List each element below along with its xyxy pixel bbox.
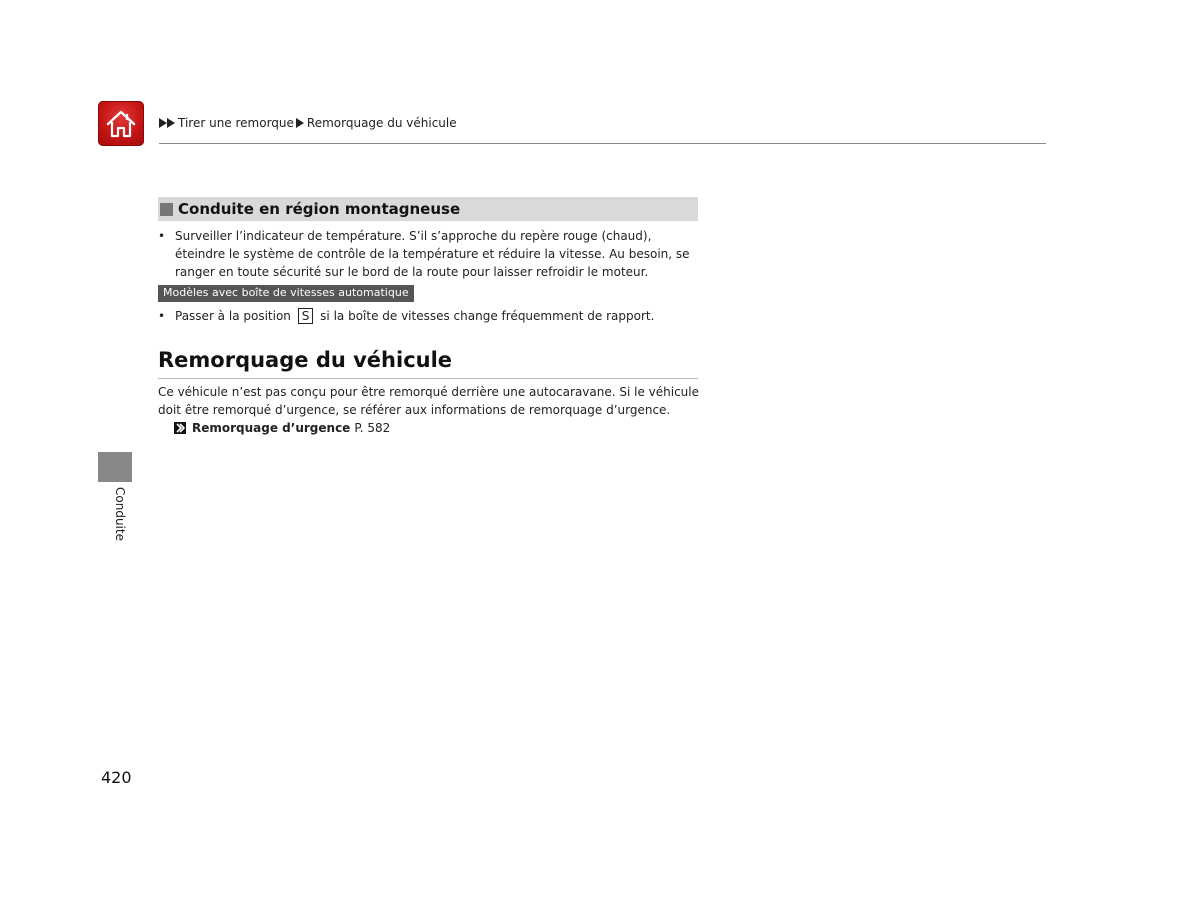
chapter-tab-label: Conduite [113, 487, 127, 541]
page-title: Remorquage du véhicule [158, 348, 453, 372]
triangle-right-icon [296, 118, 304, 128]
section-title: Conduite en région montagneuse [178, 200, 461, 218]
gear-position-key: S [298, 308, 314, 324]
breadcrumb-item-tirer-une-remorque[interactable]: Tirer une remorque [178, 116, 294, 130]
heading-divider [158, 378, 698, 379]
arrow-right-icon [174, 422, 186, 434]
xref-page: P. 582 [354, 421, 391, 435]
cross-reference-link[interactable] [174, 419, 390, 437]
body-paragraph: Ce véhicule n’est pas conçu pour être remorqué derrière une autocaravane. Si le véhicule doit être remorqué d’urgence, se référer aux informations de remorquage d’urgence. [158, 385, 700, 417]
home-button[interactable] [98, 101, 144, 146]
home-icon [105, 109, 137, 139]
bullet-dot-icon: • [158, 309, 166, 323]
section-square-icon [160, 203, 173, 216]
breadcrumb [159, 116, 457, 130]
bullet-item [158, 227, 698, 281]
triangle-right-icon [159, 118, 167, 128]
bullet-text: Surveiller l’indicateur de température. S’il s’approche du repère rouge (chaud), éteindre le système de contrôle de la température et réduire la vitesse. Au besoin, se ranger en toute sécurité sur le bord de la route pour laisser refroidir le moteur. [175, 229, 690, 279]
bullet-text-before: Passer à la position [175, 309, 291, 323]
chapter-tab[interactable] [98, 452, 132, 482]
breadcrumb-item-remorquage-du-vehicule[interactable]: Remorquage du véhicule [306, 116, 457, 130]
bullet-dot-icon: • [158, 229, 166, 243]
page-number: 420 [101, 768, 132, 787]
section-header-mountain [158, 197, 698, 221]
triangle-right-icon [167, 118, 175, 128]
xref-title: Remorquage d’urgence [192, 421, 351, 435]
bullet-text-after: si la boîte de vitesses change fréquemment de rapport. [320, 309, 655, 323]
bullet-item [158, 307, 698, 325]
bullet-text [175, 307, 698, 325]
model-tag: Modèles avec boîte de vitesses automatique [158, 285, 414, 302]
header-divider [159, 143, 1046, 144]
